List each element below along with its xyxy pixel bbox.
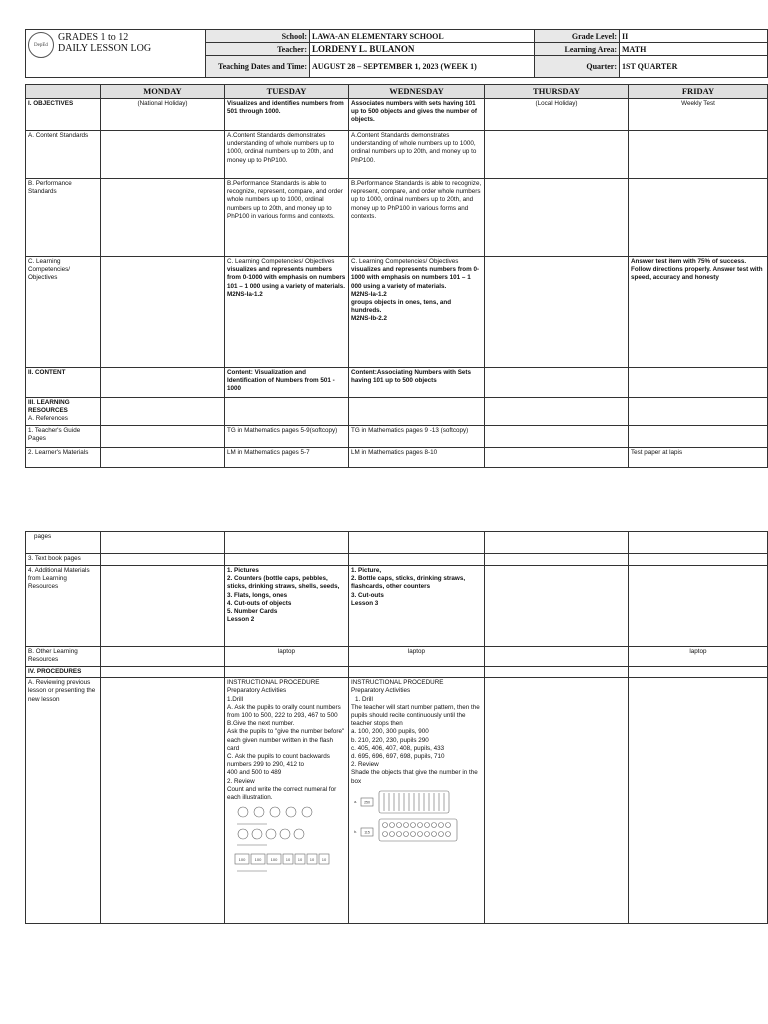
counter-label: 10 xyxy=(297,857,303,863)
day-thursday: THURSDAY xyxy=(485,85,629,99)
competency-text: visualizes and represents numbers from 0-1000 with emphasis on numbers 101 – 1 000 using a variety of materials. xyxy=(227,266,346,290)
dates-value: AUGUST 28 – SEPTEMBER 1, 2023 (WEEK 1) xyxy=(310,56,535,78)
tuesday-cell xyxy=(225,678,349,924)
thursday-cell xyxy=(485,667,629,678)
monday-cell xyxy=(101,647,225,667)
box-number: 250 xyxy=(364,800,370,805)
friday-cell xyxy=(629,554,768,566)
references-label: A. References xyxy=(28,415,68,423)
competency-heading: C. Learning Competencies/ Objectives xyxy=(351,258,459,265)
friday-cell xyxy=(629,667,768,678)
row-label: C. Learning Competencies/ Objectives xyxy=(26,257,101,368)
review-illustration-shading xyxy=(351,788,461,844)
monday-cell xyxy=(101,554,225,566)
thursday-cell xyxy=(485,448,629,468)
friday-cell xyxy=(629,532,768,554)
friday-cell xyxy=(629,426,768,448)
row-performance-standards xyxy=(26,179,768,257)
material-item: 4. Cut-outs of objects xyxy=(227,599,292,607)
material-item: Lesson 2 xyxy=(227,616,255,624)
friday-cell xyxy=(629,368,768,398)
grade-label: Grade Level: xyxy=(535,30,620,43)
row-label: pages xyxy=(26,532,101,554)
day-monday: MONDAY xyxy=(101,85,225,99)
row-label: IV. PROCEDURES xyxy=(26,667,101,678)
header-table xyxy=(25,29,768,78)
thursday-cell: (Local Holiday) xyxy=(485,99,629,131)
thursday-cell xyxy=(485,398,629,426)
wednesday-cell: TG in Mathematics pages 9 -13 (softcopy) xyxy=(349,426,485,448)
thursday-cell xyxy=(485,426,629,448)
competency-text-2: groups objects in ones, tens, and hundreds. xyxy=(351,299,452,315)
row-reviewing xyxy=(26,678,768,924)
row-pages xyxy=(26,532,768,554)
friday-cell xyxy=(629,398,768,426)
competency-code-2: M2NS-Ib-2.2 xyxy=(351,315,388,323)
friday-cell xyxy=(629,566,768,647)
row-label: B. Other Learning Resources xyxy=(26,647,101,667)
material-item: 1. Pictures xyxy=(227,567,259,574)
tuesday-cell: A.Content Standards demonstrates understanding of whole numbers up to 1000, ordinal numbers up to 20th, and money up to PhP100. xyxy=(225,131,349,179)
svg-text:b.: b. xyxy=(354,828,358,834)
row-learners-materials xyxy=(26,448,768,468)
counter-label: 100 xyxy=(238,857,246,863)
row-objectives xyxy=(26,99,768,131)
row-label: A. Content Standards xyxy=(26,131,101,179)
monday-cell xyxy=(101,398,225,426)
material-item: 2. Bottle caps, sticks, drinking straws, flashcards, other counters xyxy=(351,575,466,591)
procedure-line: The teacher will start number pattern, then the pupils should recite continuously until the teacher stops then xyxy=(351,703,480,728)
resources-heading: III. LEARNING RESOURCES xyxy=(28,399,70,415)
row-content-standards xyxy=(26,131,768,179)
teacher-value: LORDENY L. BULANON xyxy=(310,43,535,56)
deped-seal-icon: DepEd xyxy=(28,32,54,58)
friday-cell: Weekly Test xyxy=(629,99,768,131)
counter-label: 100 xyxy=(254,857,262,863)
area-value: MATH xyxy=(620,43,768,56)
thursday-cell xyxy=(485,647,629,667)
competency-text: visualizes and represents numbers from 0-1000 with emphasis on numbers 101 – 1 000 using a variety of materials. xyxy=(351,266,480,290)
tuesday-cell xyxy=(225,566,349,647)
school-label: School: xyxy=(206,30,310,43)
tuesday-cell: B.Performance Standards is able to recognize, represent, compare, and order whole numbers up to 1000, ordinal numbers up to 20th, and money up to PhP100 in various forms and contexts. xyxy=(225,179,349,257)
thursday-cell xyxy=(485,179,629,257)
row-competencies xyxy=(26,257,768,368)
procedure-line: C. Ask the pupils to count backwards numbers 299 to 290, 412 to xyxy=(227,753,330,769)
friday-cell xyxy=(629,131,768,179)
material-item: 5. Number Cards xyxy=(227,608,278,616)
counter-label: 10 xyxy=(309,857,315,863)
procedure-line: Preparatory Activities xyxy=(227,687,287,695)
lesson-table-part2 xyxy=(25,531,768,924)
procedure-line: 1.Drill xyxy=(227,695,244,703)
friday-cell xyxy=(629,179,768,257)
wednesday-cell xyxy=(349,398,485,426)
row-label: 1. Teacher's Guide Pages xyxy=(26,426,101,448)
material-item: 1. Picture, xyxy=(351,567,382,574)
monday-cell xyxy=(101,448,225,468)
wednesday-cell: Content:Associating Numbers with Sets having 101 up to 500 objects xyxy=(349,368,485,398)
monday-cell xyxy=(101,257,225,368)
row-other-resources xyxy=(26,647,768,667)
row-learning-resources xyxy=(26,398,768,426)
row-label: A. Reviewing previous lesson or presenting the new lesson xyxy=(26,678,101,924)
day-tuesday: TUESDAY xyxy=(225,85,349,99)
procedure-line: B.Give the next number. xyxy=(227,720,295,728)
procedure-line: Preparatory Activities xyxy=(351,687,411,695)
procedure-line: INSTRUCTIONAL PROCEDURE xyxy=(351,679,444,687)
monday-cell xyxy=(101,426,225,448)
row-content xyxy=(26,368,768,398)
material-item: 3. Cut-outs xyxy=(351,591,384,599)
wednesday-cell xyxy=(349,667,485,678)
procedure-line: 2. Review xyxy=(227,777,255,785)
row-label: 3. Text book pages xyxy=(26,554,101,566)
monday-cell xyxy=(101,368,225,398)
monday-cell xyxy=(101,566,225,647)
day-friday: FRIDAY xyxy=(629,85,768,99)
grade-value: II xyxy=(620,30,768,43)
thursday-cell xyxy=(485,678,629,924)
row-additional-materials xyxy=(26,566,768,647)
row-label xyxy=(26,398,101,426)
wednesday-cell: LM in Mathematics pages 8-10 xyxy=(349,448,485,468)
lesson-table-part1 xyxy=(25,84,768,468)
friday-cell: Answer test item with 75% of success. Follow directions properly. Answer test with speed, accuracy and honesty xyxy=(629,257,768,368)
box-number: 115 xyxy=(364,830,370,835)
friday-cell: laptop xyxy=(629,647,768,667)
tuesday-cell: Visualizes and identifies numbers from 501 through 1000. xyxy=(225,99,349,131)
thursday-cell xyxy=(485,554,629,566)
competency-code: M2NS-Ia-1.2 xyxy=(351,290,387,298)
competency-code: M2NS-Ia-1.2 xyxy=(227,290,263,298)
quarter-label: Quarter: xyxy=(535,56,620,78)
header-title-dll: DAILY LESSON LOG xyxy=(58,43,152,54)
procedure-line: d. 695, 696, 697, 698, pupils, 710 xyxy=(351,753,445,761)
wednesday-cell: A.Content Standards demonstrates understanding of whole numbers up to 1000, ordinal numbers up to 20th, and money up to PhP100. xyxy=(349,131,485,179)
wednesday-cell: B.Performance Standards is able to recognize, represent, compare, and order whole numbers up to 1000, ordinal numbers up to 20th, and money up to PhP100 in various forms and contexts. xyxy=(349,179,485,257)
corner-cell xyxy=(26,85,101,99)
thursday-cell xyxy=(485,532,629,554)
wednesday-cell: Associates numbers with sets having 101 up to 500 objects and gives the number of objects. xyxy=(349,99,485,131)
friday-cell xyxy=(629,678,768,924)
procedure-line: Shade the objects that give the number in the box xyxy=(351,769,478,785)
header-logo-cell xyxy=(26,30,206,78)
wednesday-cell xyxy=(349,257,485,368)
tuesday-cell xyxy=(225,667,349,678)
wednesday-cell xyxy=(349,554,485,566)
row-textbook xyxy=(26,554,768,566)
counter-label: 100 xyxy=(270,857,278,863)
tuesday-cell: laptop xyxy=(225,647,349,667)
thursday-cell xyxy=(485,131,629,179)
monday-cell xyxy=(101,532,225,554)
counter-label: 10 xyxy=(321,857,327,863)
procedure-line: 400 and 500 to 489 xyxy=(227,769,282,777)
row-label: B. Performance Standards xyxy=(26,179,101,257)
tuesday-cell: TG in Mathematics pages 5-9(softcopy) xyxy=(225,426,349,448)
procedure-line: b. 210, 220, 230, pupils 290 xyxy=(351,736,429,744)
tuesday-cell xyxy=(225,554,349,566)
tuesday-cell xyxy=(225,532,349,554)
svg-text:a.: a. xyxy=(354,798,358,804)
wednesday-cell xyxy=(349,678,485,924)
dates-label: Teaching Dates and Time: xyxy=(206,56,310,78)
tuesday-cell: LM in Mathematics pages 5-7 xyxy=(225,448,349,468)
material-item: Lesson 3 xyxy=(351,599,379,607)
wednesday-cell: laptop xyxy=(349,647,485,667)
competency-heading: C. Learning Competencies/ Objectives xyxy=(227,258,335,265)
counter-label: 10 xyxy=(285,857,291,863)
wednesday-cell xyxy=(349,532,485,554)
row-label: 2. Learner's Materials xyxy=(26,448,101,468)
material-item: 3. Flats, longs, ones xyxy=(227,591,288,599)
row-teachers-guide xyxy=(26,426,768,448)
procedure-line: Ask the pupils to "give the number before" each given number written in the flash card xyxy=(227,728,345,752)
tuesday-cell xyxy=(225,257,349,368)
material-item: 2. Counters (bottle caps, pebbles, sticks, drinking straws, shells, seeds, xyxy=(227,575,340,591)
tuesday-cell xyxy=(225,398,349,426)
wednesday-cell xyxy=(349,566,485,647)
row-label: I. OBJECTIVES xyxy=(26,99,101,131)
area-label: Learning Area: xyxy=(535,43,620,56)
school-value: LAWA-AN ELEMENTARY SCHOOL xyxy=(310,30,535,43)
procedure-line: c. 405, 406, 407, 408, pupils, 433 xyxy=(351,744,445,752)
monday-cell xyxy=(101,131,225,179)
row-label: II. CONTENT xyxy=(26,368,101,398)
teacher-label: Teacher: xyxy=(206,43,310,56)
thursday-cell xyxy=(485,257,629,368)
procedure-line: a. 100, 200, 300 pupils, 900 xyxy=(351,728,429,736)
row-procedures xyxy=(26,667,768,678)
thursday-cell xyxy=(485,368,629,398)
tuesday-cell: Content: Visualization and Identification of Numbers from 501 - 1000 xyxy=(225,368,349,398)
header-title-grades: GRADES 1 to 12 xyxy=(58,32,129,43)
procedure-line: 2. Review xyxy=(351,761,379,769)
monday-cell: (National Holiday) xyxy=(101,99,225,131)
quarter-value: 1ST QUARTER xyxy=(620,56,768,78)
review-illustration-counting xyxy=(227,804,337,876)
monday-cell xyxy=(101,667,225,678)
friday-cell: Test paper at lapis xyxy=(629,448,768,468)
procedure-line: INSTRUCTIONAL PROCEDURE xyxy=(227,679,320,687)
monday-cell xyxy=(101,179,225,257)
thursday-cell xyxy=(485,566,629,647)
day-wednesday: WEDNESDAY xyxy=(349,85,485,99)
procedure-line: Count and write the correct numeral for each illustration. xyxy=(227,785,337,802)
row-label: 4. Additional Materials from Learning Resources xyxy=(26,566,101,647)
monday-cell xyxy=(101,678,225,924)
procedure-line: A. Ask the pupils to orally count numbers from 100 to 500, 222 to 293, 467 to 500 xyxy=(227,703,341,720)
procedure-line: 1. Drill xyxy=(355,695,373,703)
